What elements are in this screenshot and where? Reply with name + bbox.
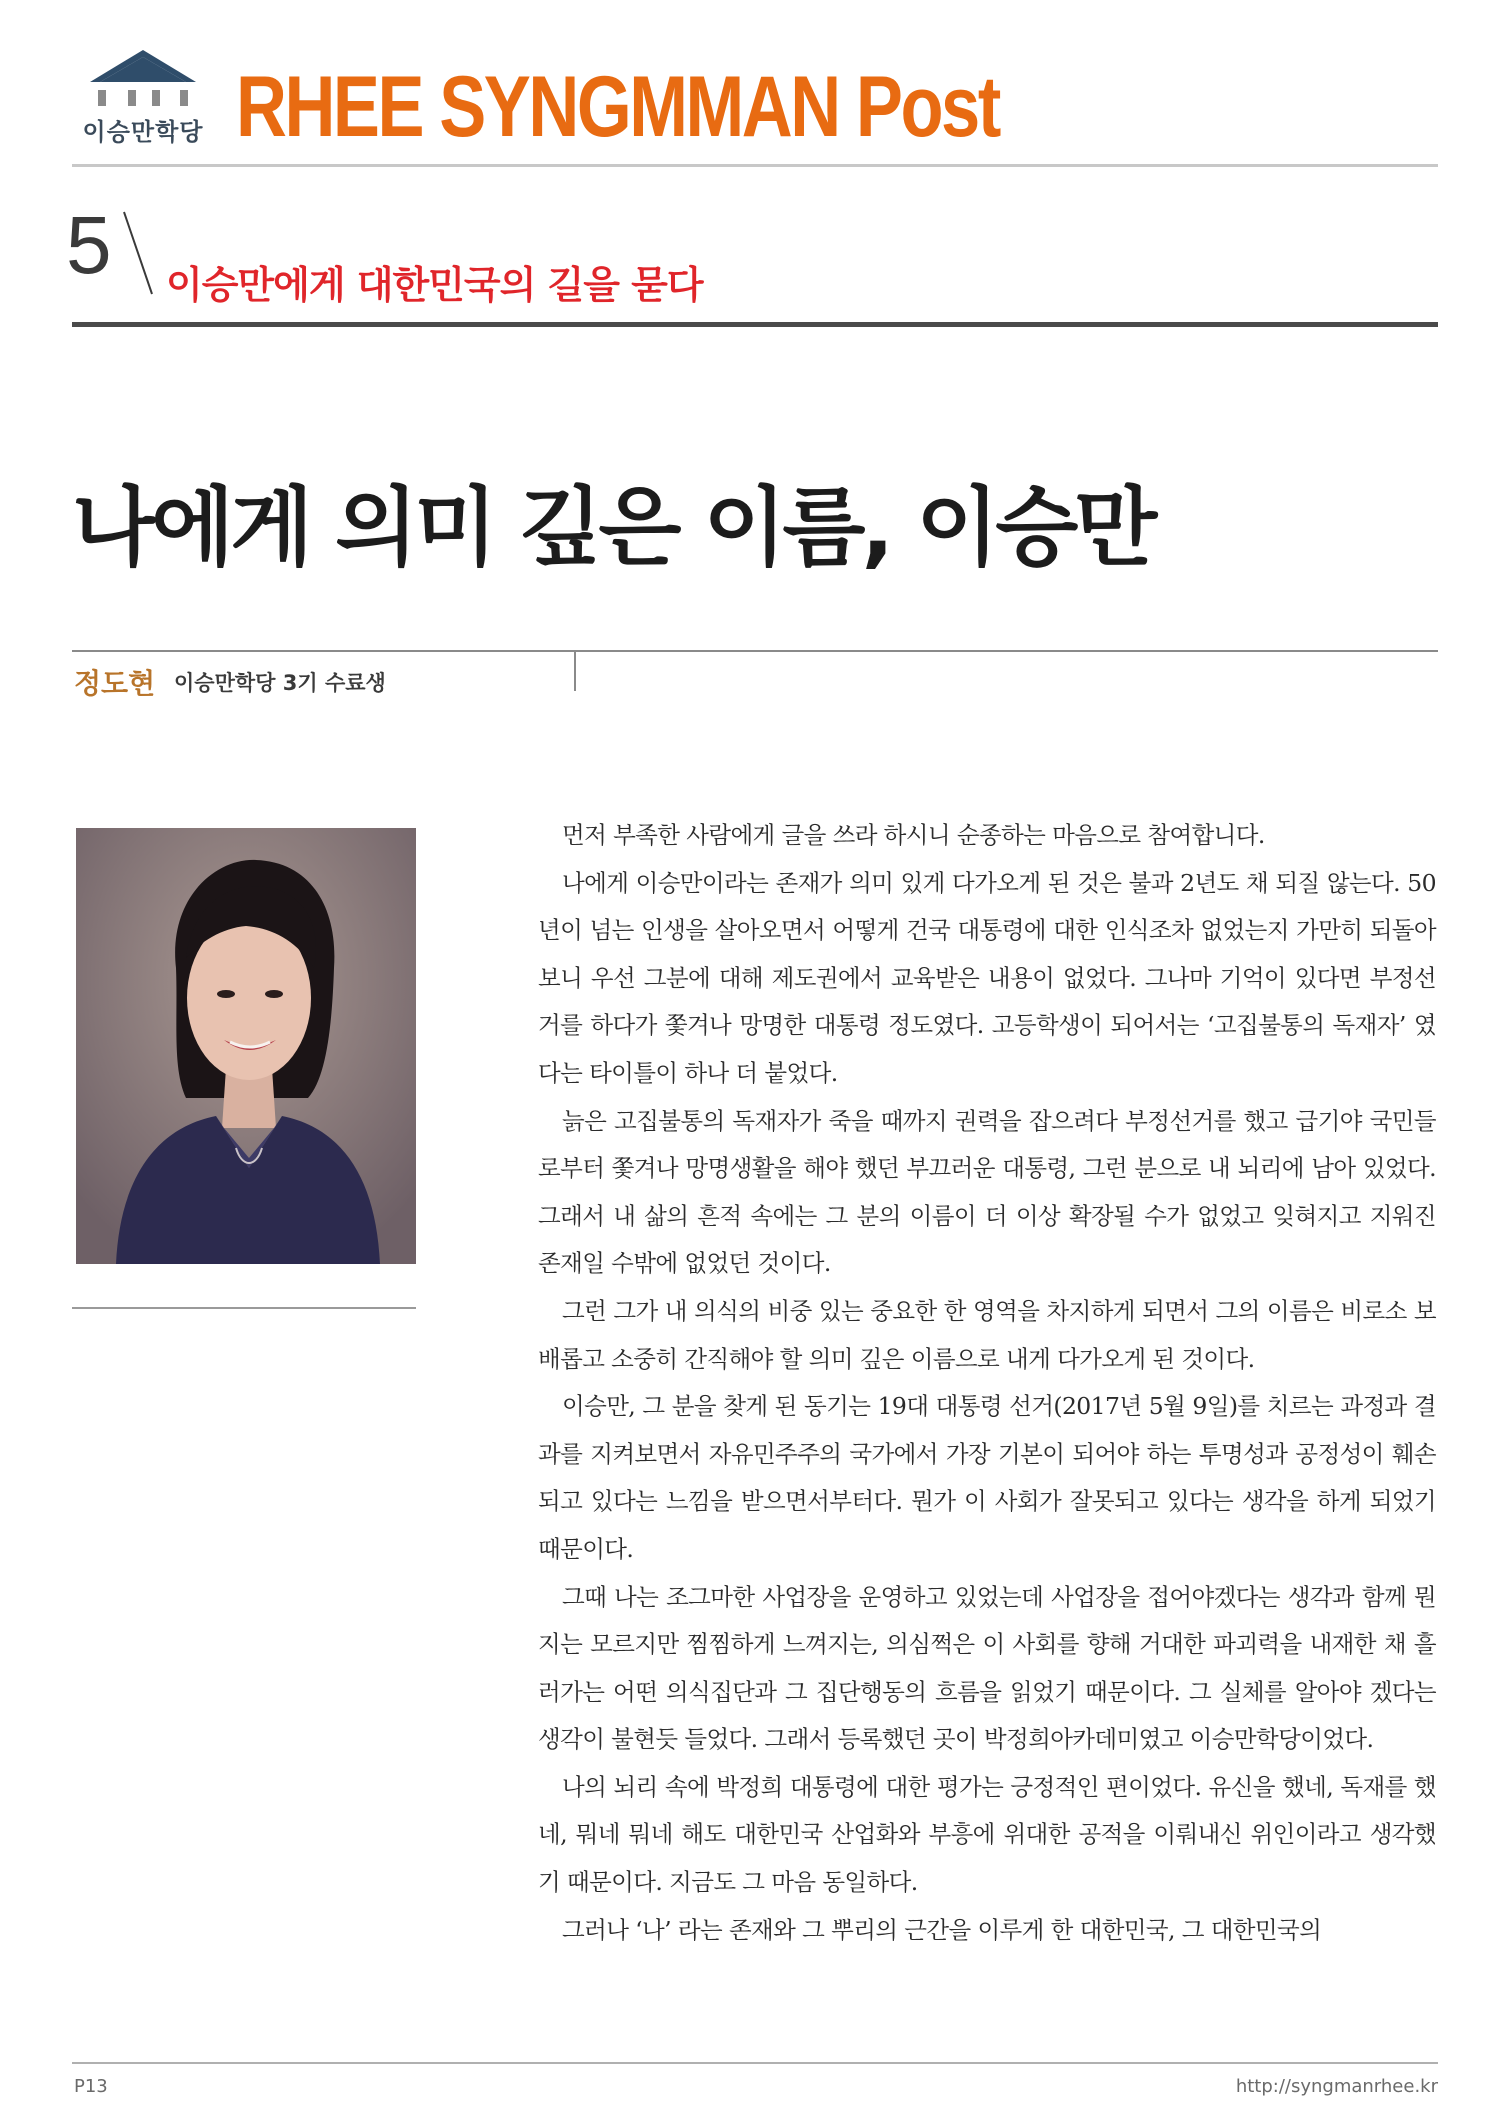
school-logo <box>68 44 218 154</box>
slash-divider-icon <box>118 208 158 298</box>
body-paragraph: 늙은 고집불통의 독재자가 죽을 때까지 권력을 잡으려다 부정선거를 했고 급기야 국민들로부터 쫓겨나 망명생활을 해야 했던 부끄러운 대통령, 그런 분으로 내 뇌리에 남아 있었다. 그래서 내 삶의 흔적 속에는 그 분의 이름이 더 이상 확장될 수가 없었고 잊혀지고 지워진 존재일 수밖에 없었던 것이다. <box>538 1106 1436 1278</box>
footer-divider <box>72 2062 1438 2064</box>
section-number: 5 <box>66 200 112 291</box>
masthead-divider <box>72 164 1438 167</box>
article-headline: 나에게 의미 깊은 이름, 이승만 <box>72 478 1154 578</box>
portrait-illustration <box>76 828 416 1264</box>
author-portrait <box>76 828 416 1264</box>
article-body <box>538 812 1436 1954</box>
body-paragraph: 그러나 ‘나’ 라는 존재와 그 뿌리의 근간을 이루게 한 대한민국, 그 대한민국의 <box>562 1915 1322 1944</box>
masthead <box>68 44 1440 166</box>
body-paragraph: 먼저 부족한 사람에게 글을 쓰라 하시니 순종하는 마음으로 참여합니다. <box>562 821 1265 849</box>
body-paragraph: 그때 나는 조그마한 사업장을 운영하고 있었는데 사업장을 접어야겠다는 생각과 함께 뭔지는 모르지만 찜찜하게 느껴지는, 의심쩍은 이 사회를 향해 거대한 파괴력을 내재한 채 흘러가는 어떤 의식집단과 그 집단행동의 흐름을 읽었기 때문이다. 그 실체를 알아야 겠다는 생각이 불현듯 들었다. 그래서 등록했던 곳이 박정희아카데미였고 이승만학당이었다. <box>538 1582 1436 1754</box>
author-divider <box>72 650 1438 652</box>
body-paragraph: 그런 그가 내 의식의 비중 있는 중요한 한 영역을 차지하게 되면서 그의 이름은 비로소 보배롭고 소중히 간직해야 할 의미 깊은 이름으로 내게 다가오게 된 것이다. <box>538 1296 1436 1373</box>
body-paragraph: 나의 뇌리 속에 박정희 대통령에 대한 평가는 긍정적인 편이었다. 유신을 했네, 독재를 했네, 뭐네 뭐네 해도 대한민국 산업화와 부흥에 위대한 공적을 이뤄내신 위인이라고 생각했기 때문이다. 지금도 그 마음 동일하다. <box>538 1772 1436 1897</box>
page-number: P13 <box>74 2076 108 2097</box>
section-title: 이승만에게 대한민국의 길을 묻다 <box>166 263 703 307</box>
portrait-divider <box>72 1307 416 1309</box>
website-link[interactable]: http://syngmanrhee.kr <box>1235 2076 1438 2097</box>
body-paragraph: 이승만, 그 분을 찾게 된 동기는 19대 대통령 선거(2017년 5월 9일)를 치르는 과정과 결과를 지켜보면서 자유민주주의 국가에서 가장 기본이 되어야 하는 투명성과 공정성이 훼손되고 있다는 느낌을 받으면서부터다. 뭔가 이 사회가 잘못되고 있다는 생각을 하게 되었기 때문이다. <box>538 1392 1436 1563</box>
body-paragraph: 나에게 이승만이라는 존재가 의미 있게 다가오게 된 것은 불과 2년도 채 되질 않는다. 50년이 넘는 인생을 살아오면서 어떻게 건국 대통령에 대한 인식조차 없었는지 가만히 되돌아보니 우선 그분에 대해 제도권에서 교육받은 내용이 없었다. 그나마 기억이 있다면 부정선거를 하다가 쫓겨나 망명한 대통령 정도였다. 고등학생이 되어서는 ‘고집불통의 독재자’ 였다는 타이틀이 하나 더 붙었다. <box>538 868 1436 1087</box>
section-divider <box>72 322 1438 327</box>
author-name: 정도현 <box>74 667 156 700</box>
author-description: 이승만학당 3기 수료생 <box>174 671 386 695</box>
publication-title: RHEE SYNGMMAN Post <box>236 59 999 155</box>
author-separator <box>574 651 576 691</box>
house-logo-icon <box>68 44 218 114</box>
logo-text: 이승만학당 <box>82 118 204 146</box>
